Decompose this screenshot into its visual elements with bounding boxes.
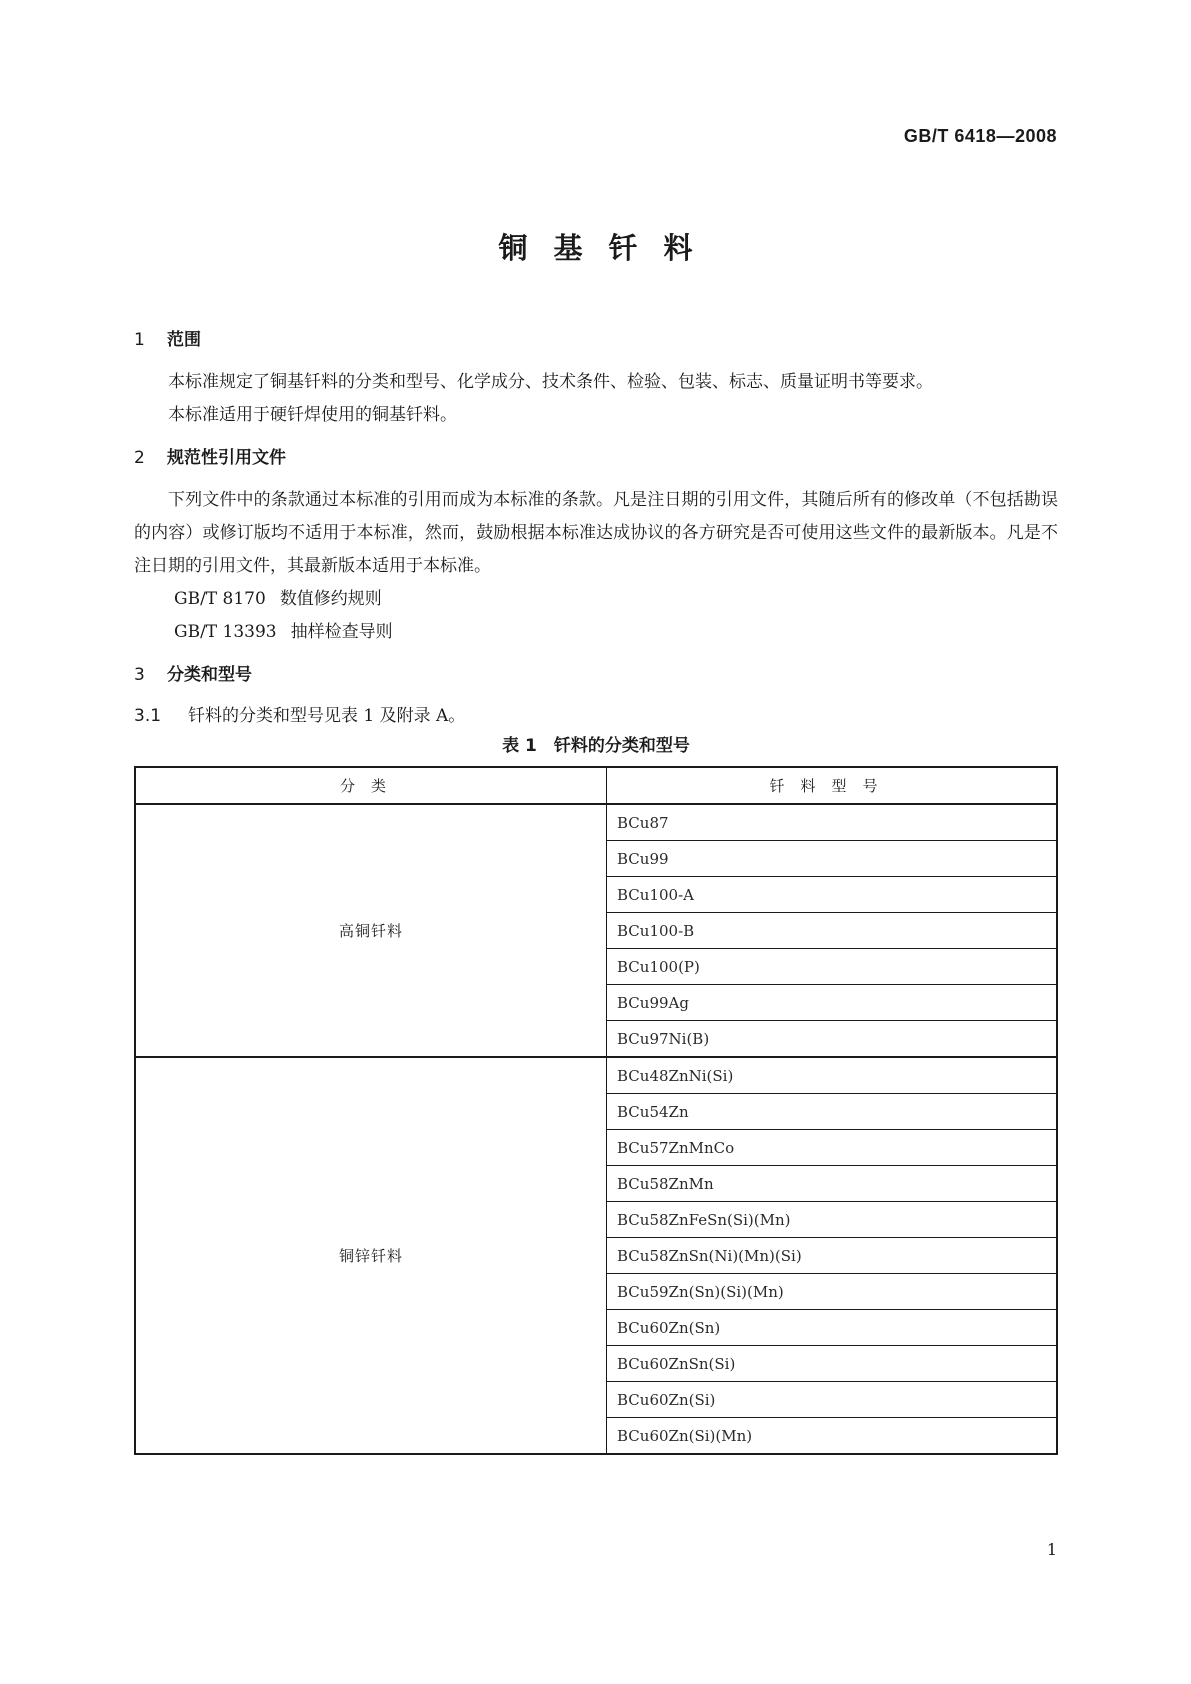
section-2-paragraph-1: 下列文件中的条款通过本标准的引用而成为本标准的条款。凡是注日期的引用文件，其随后所有的修改单（不包括勘误的内容）或修订版均不适用于本标准，然而，鼓励根据本标准达成协议的各方研究是否可使用这些文件的最新版本。凡是不注日期的引用文件，其最新版本适用于本标准。 (134, 490, 1058, 576)
classification-table (134, 766, 1058, 1455)
section-1-heading (134, 328, 1058, 352)
section-number: 1 (134, 330, 145, 350)
model-cell: BCu48ZnNi(Si) (607, 1057, 1058, 1094)
model-cell: BCu100-A (607, 877, 1058, 913)
page-number: 1 (1046, 1540, 1057, 1559)
model-cell: BCu100-B (607, 913, 1058, 949)
section-1-paragraph-2: 本标准适用于硬钎焊使用的铜基钎料。 (168, 405, 457, 425)
table-header-row (135, 767, 1057, 804)
section-title: 规范性引用文件 (167, 448, 286, 468)
column-header-category: 分类 (135, 767, 607, 804)
standard-code: GB/T 6418—2008 (903, 126, 1057, 146)
model-cell: BCu100(P) (607, 949, 1058, 985)
category-cell-copper-zinc: 铜锌钎料 (135, 1057, 607, 1454)
reference-title: 抽样检查导则 (290, 622, 393, 642)
section-3-heading (134, 663, 1058, 687)
reference-item (134, 616, 1058, 649)
reference-code: GB/T 8170 (174, 589, 266, 609)
column-header-model: 钎料型号 (607, 767, 1058, 804)
model-cell: BCu97Ni(B) (607, 1021, 1058, 1058)
section-2-heading (134, 446, 1058, 470)
table-row (135, 804, 1057, 841)
model-cell: BCu54Zn (607, 1094, 1058, 1130)
subsection-3-1 (134, 704, 1058, 728)
model-cell: BCu60ZnSn(Si) (607, 1346, 1058, 1382)
model-cell: BCu60Zn(Si) (607, 1382, 1058, 1418)
reference-item (134, 583, 1058, 616)
model-cell: BCu99 (607, 841, 1058, 877)
model-cell: BCu58ZnMn (607, 1166, 1058, 1202)
table-1-caption: 表 1 钎料的分类和型号 (502, 736, 690, 756)
subsection-text: 钎料的分类和型号见表 1 及附录 A。 (188, 706, 466, 726)
section-title: 范围 (167, 330, 201, 350)
section-number: 2 (134, 448, 145, 468)
table-row (135, 1057, 1057, 1094)
section-number: 3 (134, 665, 145, 685)
model-cell: BCu60Zn(Sn) (607, 1310, 1058, 1346)
reference-code: GB/T 13393 (174, 622, 277, 642)
model-cell: BCu99Ag (607, 985, 1058, 1021)
category-cell-high-copper: 高铜钎料 (135, 804, 607, 1057)
subsection-number: 3.1 (134, 706, 162, 726)
model-cell: BCu57ZnMnCo (607, 1130, 1058, 1166)
model-cell: BCu58ZnSn(Ni)(Mn)(Si) (607, 1238, 1058, 1274)
model-cell: BCu58ZnFeSn(Si)(Mn) (607, 1202, 1058, 1238)
section-title: 分类和型号 (167, 665, 252, 685)
reference-title: 数值修约规则 (279, 589, 382, 609)
model-cell: BCu59Zn(Sn)(Si)(Mn) (607, 1274, 1058, 1310)
document-body (134, 328, 1058, 1455)
document-title: 铜基钎料 (498, 231, 719, 265)
section-1-paragraph-1: 本标准规定了铜基钎料的分类和型号、化学成分、技术条件、检验、包装、标志、质量证明书等要求。 (168, 372, 933, 392)
model-cell: BCu60Zn(Si)(Mn) (607, 1418, 1058, 1455)
model-cell: BCu87 (607, 804, 1058, 841)
